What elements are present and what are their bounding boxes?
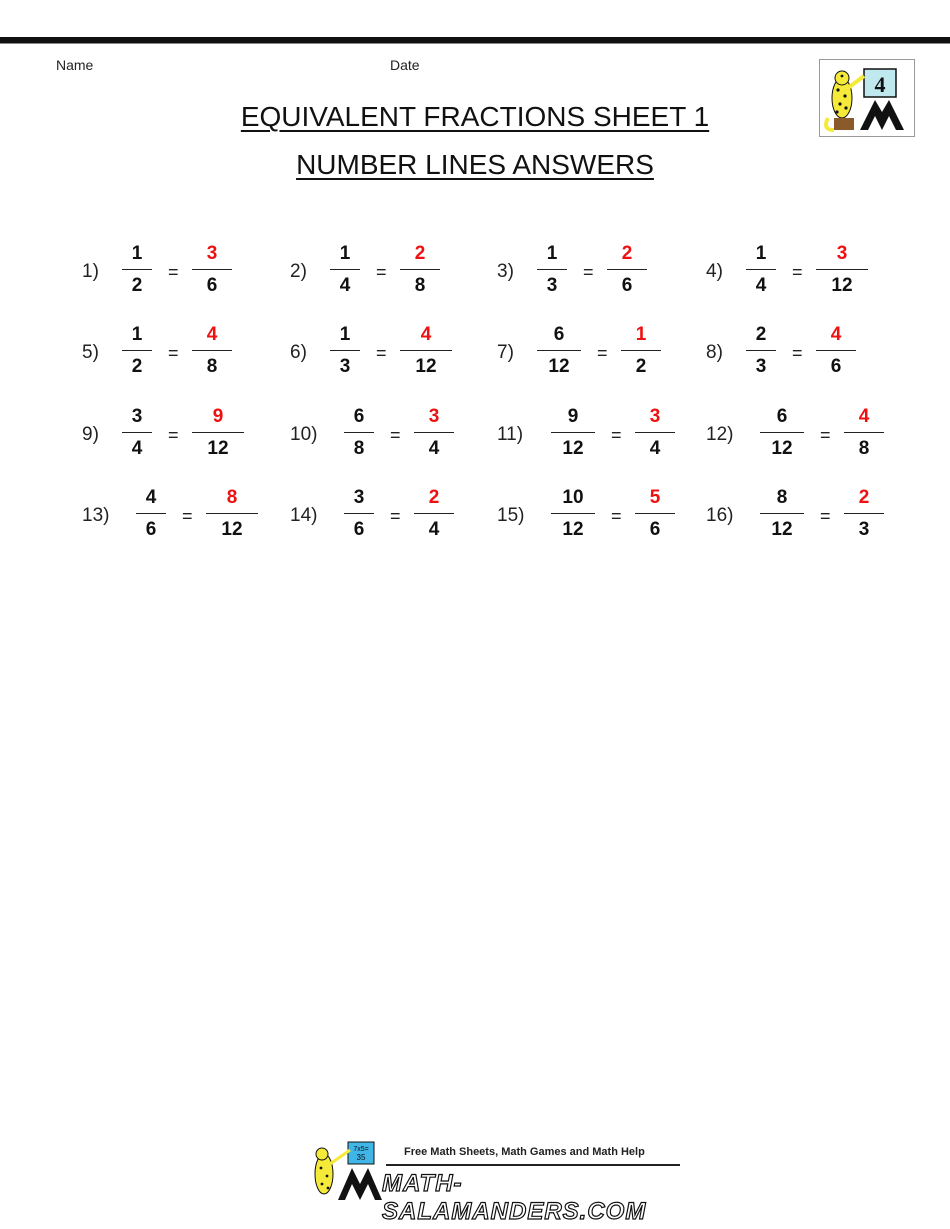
problem-item — [497, 485, 697, 555]
equals-sign: = — [168, 262, 179, 282]
fraction-bar — [760, 432, 804, 433]
fraction-bar — [537, 269, 567, 270]
numerator: 6 — [553, 324, 565, 345]
denominator: 3 — [858, 519, 870, 540]
denominator: 6 — [206, 275, 218, 296]
footer-site-name: MATH-SALAMANDERS.COM — [382, 1170, 647, 1225]
given-fraction — [122, 241, 152, 298]
svg-text:7x5=: 7x5= — [353, 1146, 369, 1153]
numerator: 1 — [755, 243, 767, 264]
given-fraction — [760, 404, 804, 461]
denominator: 12 — [562, 519, 584, 540]
numerator: 1 — [339, 243, 351, 264]
denominator: 8 — [353, 438, 365, 459]
answer-numerator: 4 — [858, 406, 870, 427]
salamander-easel-icon — [308, 1138, 382, 1202]
problem-number: 4) — [706, 261, 723, 282]
problem-item — [82, 404, 282, 474]
fraction-bar — [621, 350, 661, 351]
answer-numerator: 2 — [414, 243, 426, 264]
denominator: 4 — [649, 438, 661, 459]
numerator: 8 — [776, 487, 788, 508]
given-fraction — [136, 485, 166, 542]
fraction-bar — [330, 350, 360, 351]
problem-item — [290, 404, 490, 474]
answer-fraction — [607, 241, 647, 298]
denominator: 8 — [206, 356, 218, 377]
answer-fraction — [192, 322, 232, 379]
fraction-bar — [192, 432, 244, 433]
answer-numerator: 2 — [858, 487, 870, 508]
denominator: 6 — [145, 519, 157, 540]
fraction-bar — [400, 350, 452, 351]
denominator: 6 — [621, 275, 633, 296]
given-fraction — [122, 404, 152, 461]
fraction-bar — [344, 513, 374, 514]
fraction-bar — [414, 513, 454, 514]
fraction-bar — [551, 432, 595, 433]
fraction-bar — [122, 432, 152, 433]
fraction-bar — [746, 269, 776, 270]
denominator: 6 — [830, 356, 842, 377]
fraction-bar — [330, 269, 360, 270]
fraction-bar — [760, 513, 804, 514]
answer-fraction — [400, 322, 452, 379]
answer-fraction — [621, 322, 661, 379]
problem-item — [82, 322, 282, 392]
answer-fraction — [635, 404, 675, 461]
denominator: 12 — [415, 356, 437, 377]
numerator: 1 — [131, 243, 143, 264]
equals-sign: = — [376, 343, 387, 363]
problem-number: 5) — [82, 342, 99, 363]
fraction-bar — [414, 432, 454, 433]
answer-fraction — [206, 485, 258, 542]
fraction-bar — [344, 432, 374, 433]
denominator: 12 — [221, 519, 243, 540]
denominator: 4 — [428, 519, 440, 540]
fraction-bar — [816, 350, 856, 351]
problem-number: 8) — [706, 342, 723, 363]
fraction-bar — [136, 513, 166, 514]
footer-tagline: Free Math Sheets, Math Games and Math Help — [404, 1146, 645, 1158]
problem-number: 16) — [706, 505, 734, 526]
denominator: 3 — [755, 356, 767, 377]
answer-fraction — [192, 241, 232, 298]
equals-sign: = — [792, 262, 803, 282]
answer-numerator: 2 — [428, 487, 440, 508]
fraction-bar — [122, 269, 152, 270]
answer-numerator: 3 — [206, 243, 218, 264]
answer-numerator: 8 — [226, 487, 238, 508]
problem-item — [497, 322, 697, 392]
equals-sign: = — [376, 262, 387, 282]
svg-text:35: 35 — [356, 1153, 366, 1162]
equals-sign: = — [390, 425, 401, 445]
problem-item — [706, 241, 906, 311]
denominator: 6 — [353, 519, 365, 540]
answer-fraction — [414, 485, 454, 542]
denominator: 12 — [771, 519, 793, 540]
name-label: Name — [56, 57, 94, 73]
fraction-bar — [607, 269, 647, 270]
fraction-bar — [206, 513, 258, 514]
problem-item — [290, 485, 490, 555]
problem-item — [290, 322, 490, 392]
answer-fraction — [400, 241, 440, 298]
problem-number: 9) — [82, 424, 99, 445]
footer-rule — [386, 1164, 680, 1166]
answer-fraction — [816, 322, 856, 379]
equals-sign: = — [168, 425, 179, 445]
denominator: 2 — [635, 356, 647, 377]
problem-number: 13) — [82, 505, 110, 526]
fraction-bar — [844, 432, 884, 433]
numerator: 1 — [131, 324, 143, 345]
answer-numerator: 3 — [649, 406, 661, 427]
denominator: 2 — [131, 275, 143, 296]
given-fraction — [551, 404, 595, 461]
date-label: Date — [390, 57, 420, 73]
given-fraction — [551, 485, 595, 542]
given-fraction — [344, 485, 374, 542]
answer-numerator: 2 — [621, 243, 633, 264]
given-fraction — [122, 322, 152, 379]
problem-item — [497, 404, 697, 474]
equals-sign: = — [168, 343, 179, 363]
fraction-bar — [635, 513, 675, 514]
numerator: 2 — [755, 324, 767, 345]
denominator: 12 — [771, 438, 793, 459]
fraction-bar — [746, 350, 776, 351]
equals-sign: = — [792, 343, 803, 363]
grade-number: 4 — [874, 72, 886, 97]
problem-item — [82, 485, 282, 555]
answer-numerator: 4 — [420, 324, 432, 345]
fraction-bar — [400, 269, 440, 270]
problem-number: 11) — [497, 424, 524, 445]
denominator: 12 — [548, 356, 570, 377]
numerator: 3 — [353, 487, 365, 508]
denominator: 6 — [649, 519, 661, 540]
top-rule — [0, 37, 950, 44]
numerator: 4 — [145, 487, 157, 508]
problem-number: 15) — [497, 505, 525, 526]
footer-logo — [308, 1138, 678, 1225]
given-fraction — [537, 241, 567, 298]
fraction-bar — [844, 513, 884, 514]
problem-item — [706, 322, 906, 392]
given-fraction — [330, 241, 360, 298]
answer-fraction — [635, 485, 675, 542]
equals-sign: = — [182, 506, 193, 526]
equals-sign: = — [390, 506, 401, 526]
denominator: 12 — [562, 438, 584, 459]
fraction-bar — [551, 513, 595, 514]
denominator: 8 — [414, 275, 426, 296]
answer-numerator: 4 — [830, 324, 842, 345]
denominator: 2 — [131, 356, 143, 377]
problem-number: 1) — [82, 261, 99, 282]
fraction-bar — [816, 269, 868, 270]
equals-sign: = — [611, 506, 622, 526]
answer-fraction — [844, 485, 884, 542]
numerator: 9 — [567, 406, 579, 427]
problem-number: 2) — [290, 261, 307, 282]
problem-item — [706, 485, 906, 555]
given-fraction — [746, 241, 776, 298]
given-fraction — [330, 322, 360, 379]
denominator: 4 — [131, 438, 143, 459]
given-fraction — [344, 404, 374, 461]
problem-number: 7) — [497, 342, 514, 363]
worksheet-subtitle: NUMBER LINES ANSWERS — [296, 149, 654, 180]
given-fraction — [746, 322, 776, 379]
equals-sign: = — [820, 425, 831, 445]
answer-numerator: 3 — [428, 406, 440, 427]
problem-number: 3) — [497, 261, 514, 282]
answer-numerator: 9 — [212, 406, 224, 427]
answer-numerator: 3 — [836, 243, 848, 264]
answer-fraction — [192, 404, 244, 461]
problem-number: 6) — [290, 342, 307, 363]
problem-number: 10) — [290, 424, 318, 445]
fraction-bar — [122, 350, 152, 351]
problem-item — [706, 404, 906, 474]
equals-sign: = — [583, 262, 594, 282]
answer-fraction — [816, 241, 868, 298]
denominator: 4 — [339, 275, 351, 296]
equals-sign: = — [597, 343, 608, 363]
denominator: 8 — [858, 438, 870, 459]
given-fraction — [760, 485, 804, 542]
fraction-bar — [537, 350, 581, 351]
denominator: 4 — [755, 275, 767, 296]
denominator: 12 — [831, 275, 853, 296]
fraction-bar — [192, 350, 232, 351]
denominator: 3 — [546, 275, 558, 296]
numerator: 1 — [339, 324, 351, 345]
answer-fraction — [414, 404, 454, 461]
denominator: 3 — [339, 356, 351, 377]
numerator: 10 — [562, 487, 584, 508]
problem-number: 14) — [290, 505, 318, 526]
numerator: 6 — [353, 406, 365, 427]
answer-numerator: 4 — [206, 324, 218, 345]
denominator: 4 — [428, 438, 440, 459]
problem-number: 12) — [706, 424, 734, 445]
fraction-bar — [635, 432, 675, 433]
answer-numerator: 5 — [649, 487, 661, 508]
answer-numerator: 1 — [635, 324, 647, 345]
problem-item — [82, 241, 282, 311]
numerator: 3 — [131, 406, 143, 427]
fraction-bar — [192, 269, 232, 270]
answer-fraction — [844, 404, 884, 461]
denominator: 12 — [207, 438, 229, 459]
numerator: 1 — [546, 243, 558, 264]
given-fraction — [537, 322, 581, 379]
problem-item — [290, 241, 490, 311]
problem-item — [497, 241, 697, 311]
equals-sign: = — [820, 506, 831, 526]
worksheet-title: EQUIVALENT FRACTIONS SHEET 1 — [240, 101, 710, 132]
numerator: 6 — [776, 406, 788, 427]
equals-sign: = — [611, 425, 622, 445]
